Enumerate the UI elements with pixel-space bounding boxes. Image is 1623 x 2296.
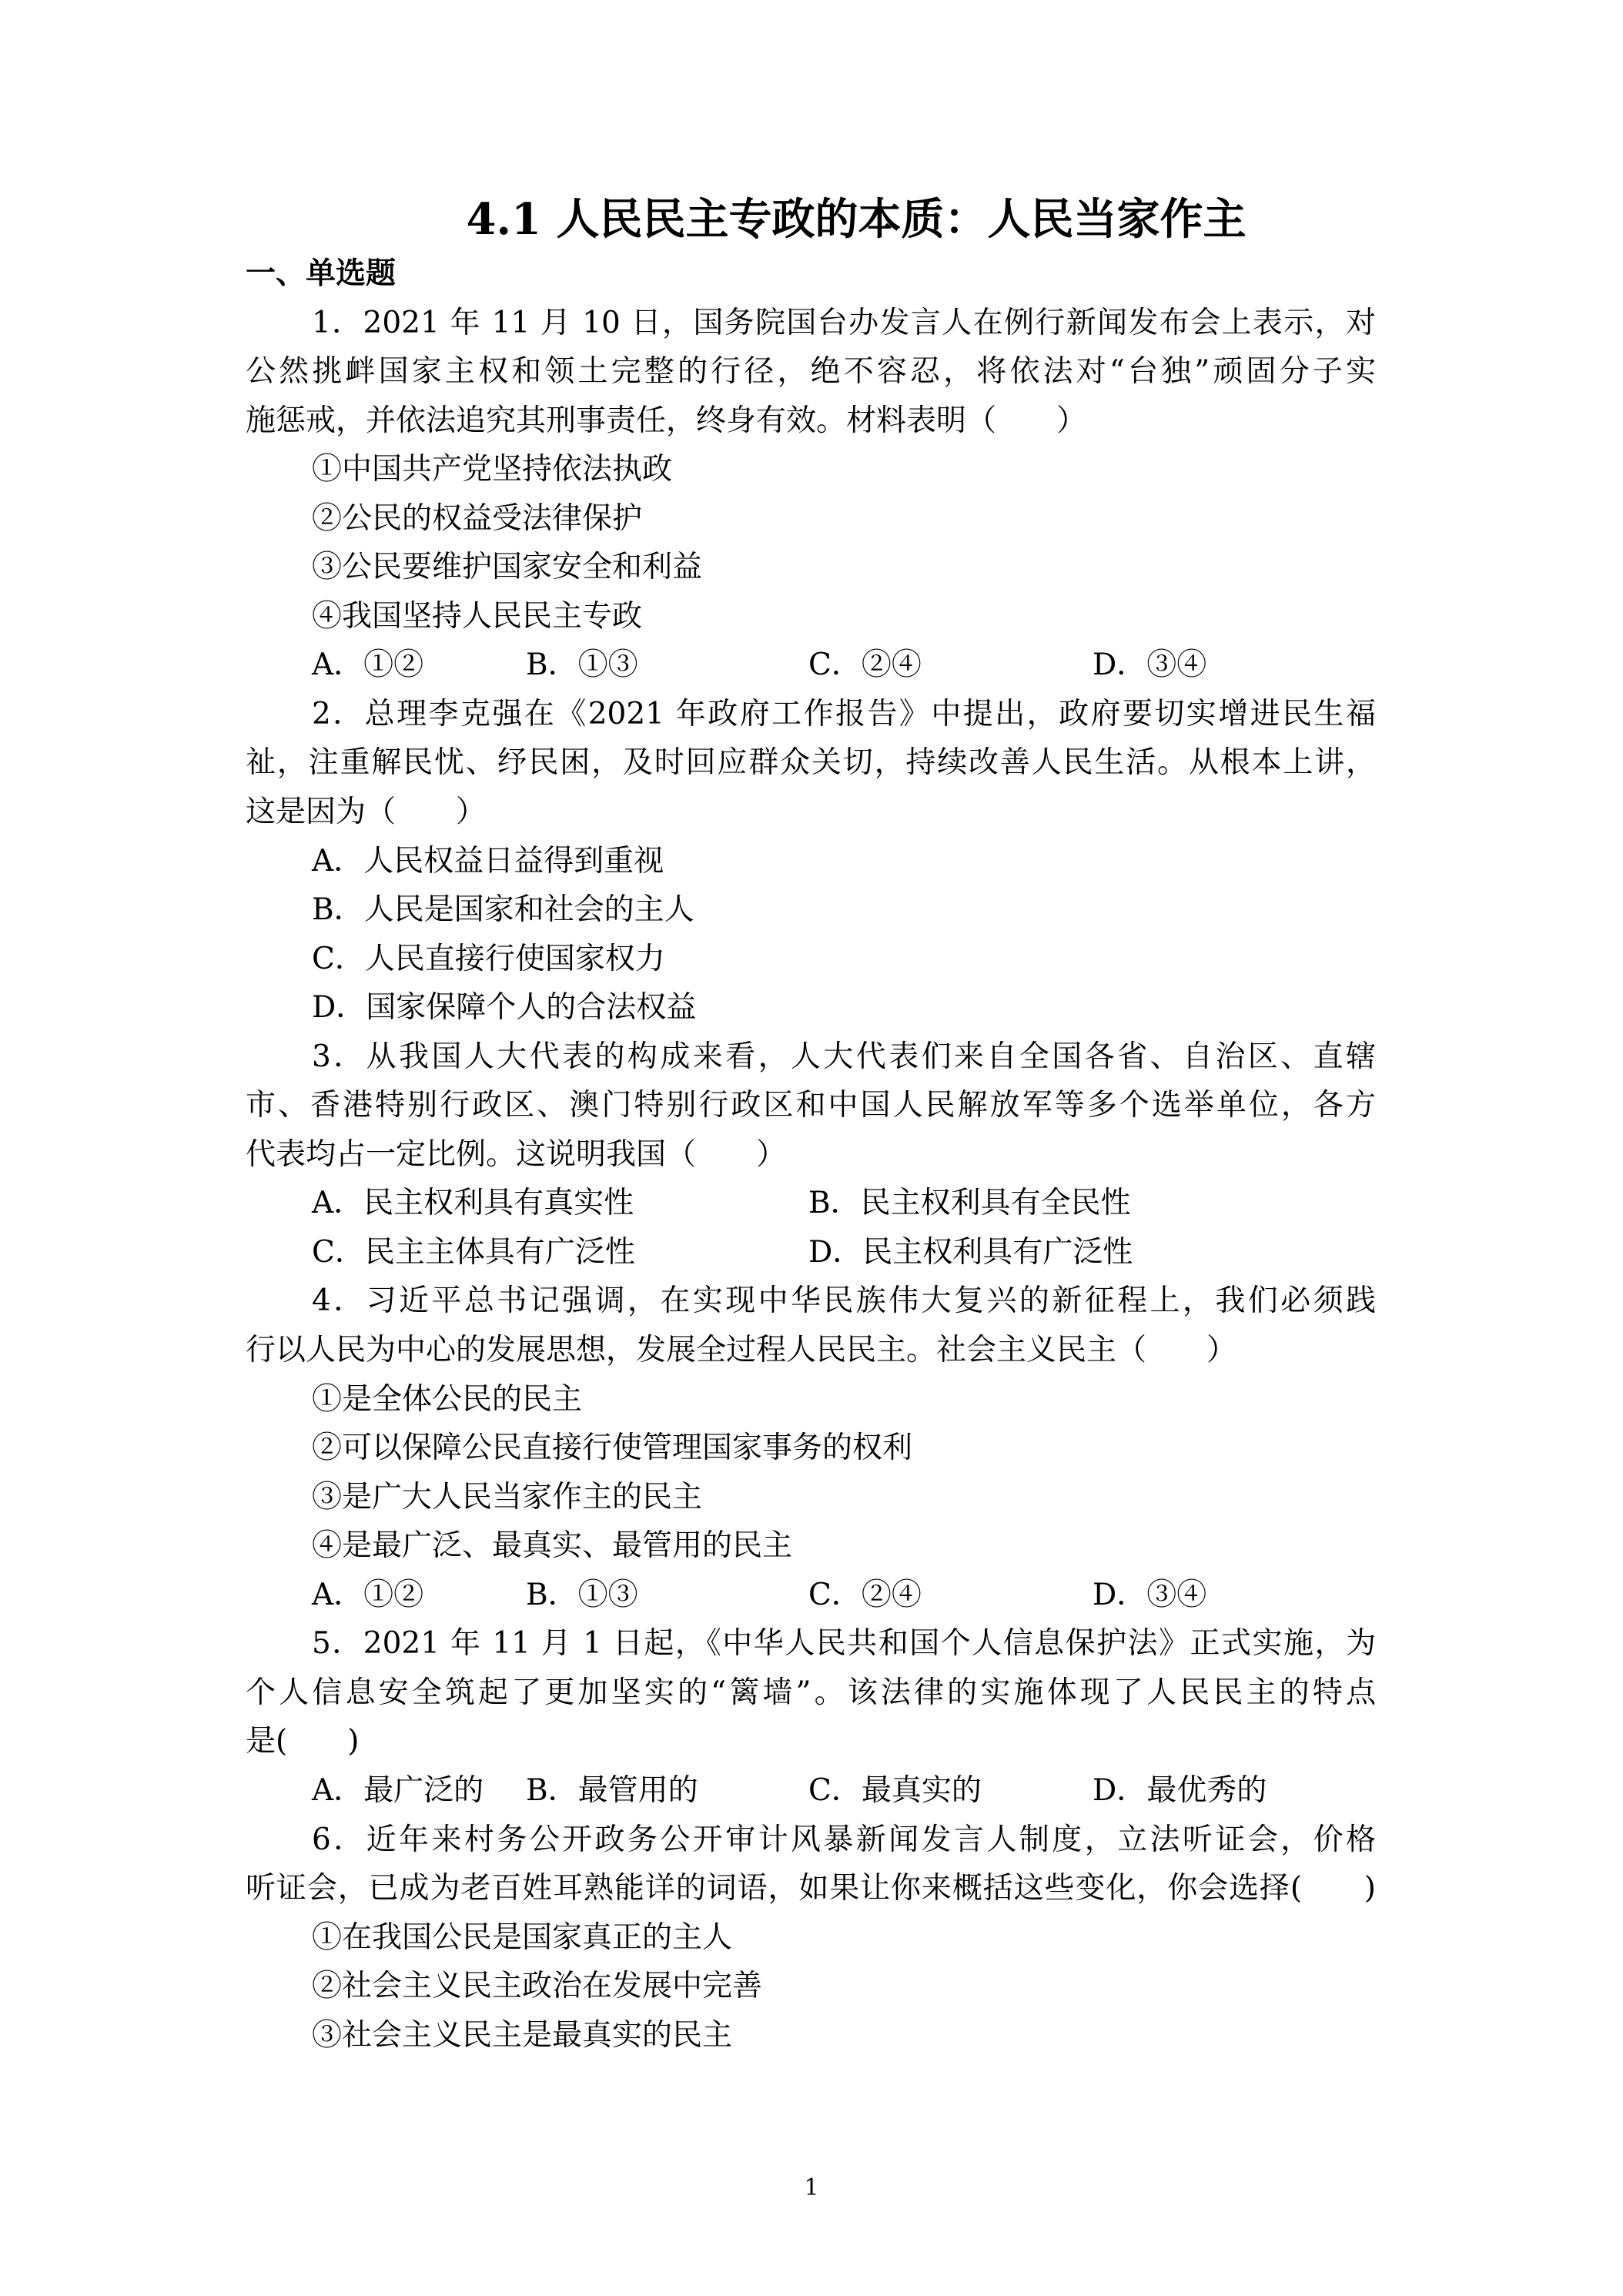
statement-item: ②公民的权益受法律保护 bbox=[312, 500, 643, 536]
question-stem-line: 听证会，已成为老百姓耳熟能详的词语，如果让你来概括这些变化，你会选择( ) bbox=[246, 1871, 1376, 1906]
question-6 bbox=[246, 1816, 1376, 2060]
answer-option-b: B．①③ bbox=[526, 1577, 638, 1612]
statement-item: ②社会主义民主政治在发展中完善 bbox=[312, 1969, 763, 2004]
answer-option-d: D．③④ bbox=[1093, 1577, 1207, 1612]
question-stem-line: 代表均占一定比例。这说明我国（ ） bbox=[246, 1136, 787, 1172]
statement-item: ③公民要维护国家安全和利益 bbox=[312, 550, 703, 585]
statement-item: ④是最广泛、最真实、最管用的民主 bbox=[312, 1528, 793, 1564]
section-heading: 一、单选题 bbox=[246, 256, 397, 291]
question-stem-line: 4．习近平总书记强调，在实现中华民族伟大复兴的新征程上，我们必须践 bbox=[312, 1284, 1376, 1319]
question-stem-line: 公然挑衅国家主权和领土完整的行径，绝不容忍，将依法对“台独”顽固分子实 bbox=[246, 354, 1376, 390]
answer-options-row bbox=[246, 1228, 1376, 1277]
answer-option-d: D．民主权利具有广泛性 bbox=[808, 1234, 1133, 1270]
answer-options-row bbox=[246, 1766, 1376, 1816]
statement-item: ②可以保障公民直接行使管理国家事务的权利 bbox=[312, 1431, 913, 1466]
document-title: 4.1 人民民主专政的本质：人民当家作主 bbox=[466, 194, 1247, 245]
answer-option-a: A．①② bbox=[312, 648, 424, 683]
question-stem-line: 1．2021 年 11 月 10 日，国务院国台办发言人在例行新闻发布会上表示，对 bbox=[312, 305, 1376, 340]
question-stem-line: 3．从我国人大代表的构成来看，人大代表们来自全国各省、自治区、直辖 bbox=[312, 1039, 1376, 1074]
answer-option-c: C．民主主体具有广泛性 bbox=[312, 1234, 635, 1270]
question-stem-line: 个人信息安全筑起了更加坚实的“篱墙”。该法律的实施体现了人民民主的特点 bbox=[246, 1675, 1376, 1710]
statement-item: ③是广大人民当家作主的民主 bbox=[312, 1479, 703, 1514]
answer-option-a: A．最广泛的 bbox=[312, 1772, 484, 1808]
statement-item: ④我国坚持人民民主专政 bbox=[312, 598, 643, 634]
question-stem-line: 市、香港特别行政区、澳门特别行政区和中国人民解放军等多个选举单位，各方 bbox=[246, 1088, 1376, 1123]
answer-option-b: B．①③ bbox=[526, 648, 638, 683]
statement-item: ①中国共产党坚持依法执政 bbox=[312, 452, 673, 487]
answer-option-d: D．国家保障个人的合法权益 bbox=[312, 990, 697, 1026]
answer-option-d: D．最优秀的 bbox=[1093, 1772, 1267, 1808]
statement-item: ①是全体公民的民主 bbox=[312, 1381, 583, 1417]
answer-option-b: B．民主权利具有全民性 bbox=[808, 1186, 1131, 1221]
question-stem-line: 祉，注重解民忧、纾民困，及时回应群众关切，持续改善人民生活。从根本上讲， bbox=[246, 745, 1376, 781]
question-stem-line: 行以人民为中心的发展思想，发展全过程人民民主。社会主义民主（ ） bbox=[246, 1333, 1237, 1368]
question-stem-line: 这是因为（ ） bbox=[246, 795, 487, 830]
question-1 bbox=[246, 299, 1376, 690]
answer-option-a: A．①② bbox=[312, 1577, 424, 1612]
question-3 bbox=[246, 1033, 1376, 1277]
document-body bbox=[246, 249, 1376, 2060]
question-5 bbox=[246, 1619, 1376, 1815]
statement-item: ③社会主义民主是最真实的民主 bbox=[312, 2017, 733, 2053]
answer-option-c: C．最真实的 bbox=[808, 1772, 982, 1808]
answer-option-a: A．人民权益日益得到重视 bbox=[312, 843, 664, 879]
page-number: 1 bbox=[804, 2174, 819, 2201]
answer-options-row bbox=[246, 1571, 1376, 1620]
answer-option-b: B．人民是国家和社会的主人 bbox=[312, 892, 694, 928]
answer-option-c: C．②④ bbox=[808, 648, 922, 683]
answer-option-b: B．最管用的 bbox=[526, 1772, 698, 1808]
question-stem-line: 施惩戒，并依法追究其刑事责任，终身有效。材料表明（ ） bbox=[246, 403, 1087, 438]
answer-options-row bbox=[246, 641, 1376, 690]
question-stem-line: 是( ) bbox=[246, 1724, 360, 1759]
answer-option-a: A．民主权利具有真实性 bbox=[312, 1186, 634, 1221]
answer-option-d: D．③④ bbox=[1093, 648, 1207, 683]
question-4 bbox=[246, 1277, 1376, 1619]
answer-options-row bbox=[246, 1179, 1376, 1228]
statement-item: ①在我国公民是国家真正的主人 bbox=[312, 1919, 733, 1955]
question-2 bbox=[246, 690, 1376, 1033]
question-stem-line: 5．2021 年 11 月 1 日起，《中华人民共和国个人信息保护法》正式实施，为 bbox=[312, 1626, 1376, 1662]
question-stem-line: 2．总理李克强在《2021 年政府工作报告》中提出，政府要切实增进民生福 bbox=[312, 696, 1376, 731]
answer-option-c: C．人民直接行使国家权力 bbox=[312, 941, 665, 976]
answer-option-c: C．②④ bbox=[808, 1577, 922, 1612]
question-stem-line: 6．近年来村务公开政务公开审计风暴新闻发言人制度，立法听证会，价格 bbox=[312, 1822, 1376, 1857]
